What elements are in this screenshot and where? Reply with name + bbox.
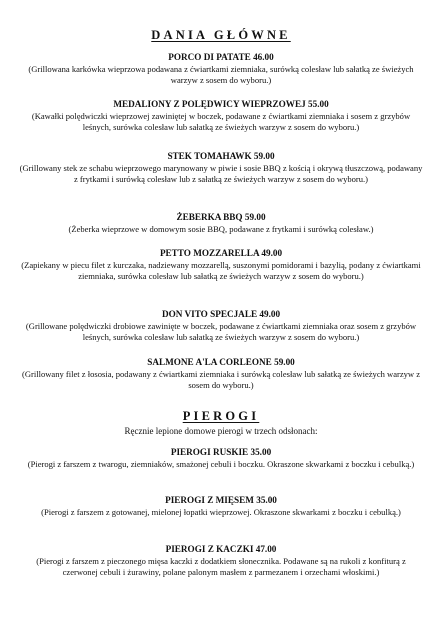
item-price: 46.00 [253,52,274,62]
item-price: 35.00 [256,495,277,505]
item-price: 47.00 [255,544,277,554]
item-price: 49.00 [259,309,281,319]
item-name: STEK TOMAHAWK [167,151,252,161]
menu-item [18,151,424,186]
item-name: DON VITO SPECJALE [161,309,258,319]
item-name: MEDALIONY Z POLĘDWICY WIEPRZOWEJ [113,99,306,109]
item-name: ŻEBERKA BBQ [176,212,243,222]
item-price: 59.00 [244,212,266,222]
item-description: (Grillowany filet z łososia, podawany z ćwiartkami ziemniaka i surówką colesław lub sałatką ze świeżych warzyw z sosem do wyboru.) [22,369,420,391]
item-name: PIEROGI RUSKIE [170,447,249,457]
menu-item [18,495,424,518]
section-title-pierogi: PIEROGI [182,409,260,423]
item-price: 55.00 [308,99,329,109]
item-description: (Zapiekany w piecu filet z kurczaka, nadziewany mozzarellą, suszonymi pomidorami i bazylią, podany z ćwiartkami ziemniaka, surówka colesław lub sałatką ze świeżych warzyw z sosem do wyboru.) [21,260,421,282]
section-title-main: DANIA GŁÓWNE [151,28,291,42]
item-description: (Grillowana karkówka wieprzowa podawana z ćwiartkami ziemniaka, surówką colesław lub sałatką ze świeżych warzyw z sosem do wyboru.) [28,64,414,86]
item-description: (Grillowane polędwiczki drobiowe zawinięte w boczek, podawane z ćwiartkami ziemniaka oraz sosem z grzybów leśnych, surówka colesław lub sałatką ze świeżych warzyw z sosem do wyboru.) [25,321,417,343]
section-intro: Ręcznie lepione domowe pierogi w trzech odsłonach: [124,426,318,436]
item-name: PIEROGI Z MIĘSEM [165,495,254,505]
item-description: (Grillowany stek ze schabu wieprzowego marynowany w piwie i sosie BBQ z kością i okrywą tłuszczową, podawany z frytkami i surówką colesław lub z sałatką ze świeżych warzyw z sosem do wyboru.) [19,163,423,185]
menu-item [18,99,424,134]
item-description: (Pierogi z farszem z twarogu, ziemniaków, smażonej cebuli i boczku. Okraszone skwarkami z boczku i cebulką.) [27,459,415,469]
item-price: 59.00 [274,357,295,367]
menu-item [18,447,424,470]
item-description: (Pierogi z farszem z gotowanej, mielonej łopatki wieprzowej. Okraszone skwarkami z boczku i cebulką.) [41,507,401,517]
item-price: 35.00 [250,447,272,457]
item-description: (Kawałki polędwiczki wieprzowej zawiniętej w boczek, podawane z ćwiartkami ziemniaka i sosem z grzybów leśnych, surówka colesław lub sałatką ze świeżych warzyw z sosem do wyboru.) [31,111,411,133]
item-description: (Pierogi z farszem z pieczonego mięsa kaczki z dodatkiem słonecznika. Podawane są na rukoli z konfiturą z czerwonej cebuli i żurawiny, polane palonym masłem z parmezanem i orzechami włoskimi.) [36,556,406,578]
item-description: (Żeberka wieprzowe w domowym sosie BBQ, podawane z frytkami i surówką colesław.) [68,224,374,234]
item-name: SALMONE A'LA CORLEONE [147,357,272,367]
item-name: PORCO DI PATATE [168,52,251,62]
menu-item [18,248,424,283]
item-price: 49.00 [261,248,283,258]
menu-item [18,212,424,235]
menu-item [18,544,424,579]
menu-item [18,52,424,87]
item-price: 59.00 [253,151,275,161]
menu-item [18,357,424,392]
item-name: PIEROGI Z KACZKI [165,544,254,554]
menu-item [18,309,424,344]
item-name: PETTO MOZZARELLA [159,248,260,258]
